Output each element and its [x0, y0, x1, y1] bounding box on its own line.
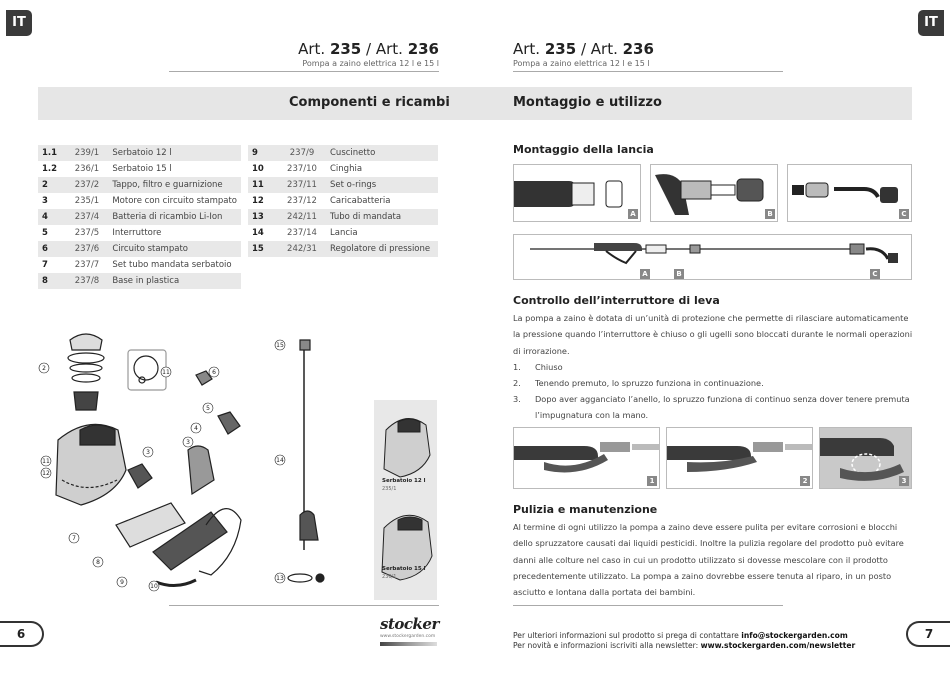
cleaning-section-title: Pulizia e manutenzione: [513, 503, 658, 516]
part-code: 237/10: [287, 164, 317, 174]
part-name: Serbatoio 12 l: [108, 145, 241, 161]
part-code: 237/8: [66, 273, 109, 289]
part-code: 239/1: [66, 145, 109, 161]
part-num: 5: [42, 228, 48, 238]
part-code: 237/9: [278, 145, 326, 161]
part-name: Serbatoio 15 l: [112, 164, 172, 174]
callout-6a: 6: [212, 369, 216, 376]
page-number-left: 6: [0, 621, 44, 647]
table-row: [248, 193, 438, 209]
table-row: [38, 145, 241, 161]
lance-assembled-image: [513, 234, 912, 280]
part-num: 4: [38, 209, 66, 225]
part-name: Cinghia: [330, 164, 363, 174]
part-name: Set tubo mandata serbatoio: [112, 260, 232, 270]
callout-7: 7: [72, 535, 76, 542]
part-code: 237/7: [74, 260, 100, 270]
tank12-code: 235/1: [382, 486, 397, 492]
list-item: 2. Tenendo premuto, lo spruzzo funziona in continuazione.: [513, 378, 764, 388]
part-name: Lancia: [330, 228, 358, 238]
table-row: [38, 225, 241, 241]
part-code: 242/31: [278, 241, 326, 257]
part-num: 13: [248, 209, 278, 225]
part-name: Cuscinetto: [326, 145, 438, 161]
part-code: 235/1: [74, 196, 100, 206]
parts-table-right: [248, 145, 438, 257]
callout-12: 12: [42, 470, 50, 477]
callout-11b: 11: [42, 458, 50, 465]
tank15-label: Serbatoio 15 l: [382, 566, 426, 572]
table-row: [38, 273, 241, 289]
logo-bar: [380, 642, 437, 646]
newsletter-link[interactable]: www.stockergarden.com/newsletter: [700, 641, 856, 650]
part-name: Batteria di ricambio Li-Ion: [108, 209, 241, 225]
part-num: 6: [38, 241, 66, 257]
article-title: Art. 235 / Art. 236: [298, 40, 439, 58]
callout-15: 15: [276, 342, 284, 349]
parts-table-left: [38, 145, 241, 289]
lance-step-b-image: [650, 164, 778, 222]
list-item: 1. Chiuso: [513, 362, 563, 372]
right-section-title: Montaggio e utilizzo: [513, 95, 662, 110]
lance-step-c-image: [787, 164, 912, 222]
section-band: [38, 87, 912, 120]
callout-10: 10: [150, 583, 158, 590]
logo-url: www.stockergarden.com: [380, 634, 436, 639]
article-subtitle: Pompa a zaino elettrica 12 l e 15 l: [513, 59, 650, 68]
callout-8: 8: [96, 559, 100, 566]
part-name: Interruttore: [112, 228, 162, 238]
tank12-label: Serbatoio 12 l: [382, 478, 426, 484]
lever-photo-3: [819, 427, 912, 489]
part-num: 3: [42, 196, 48, 206]
part-name: Caricabatteria: [330, 196, 391, 206]
right-article-header: [513, 40, 783, 68]
table-row: [38, 209, 241, 225]
callout-9: 9: [120, 579, 124, 586]
tag-b: B: [765, 209, 775, 219]
part-num: 9: [248, 145, 278, 161]
lever-photo-1: [513, 427, 660, 489]
header-rule-right: [513, 71, 783, 72]
lever-intro-text: La pompa a zaino è dotata di un’unità di protezione che permette di rilasciare automaticamente la pressione quando l’interruttore è chiuso o gli ugelli sono bloccati durante le normali operazioni di irrorazione.: [513, 313, 913, 356]
part-num: 15: [248, 241, 278, 257]
footer-rule-left: [169, 605, 439, 606]
part-num: 11: [248, 177, 278, 193]
photo-tag-3: 3: [899, 476, 909, 486]
part-name: Tubo di mandata: [326, 209, 438, 225]
part-name: Circuito stampato: [108, 241, 241, 257]
tag-a: A: [628, 209, 638, 219]
cleaning-text: Al termine di ogni utilizzo la pompa a zaino deve essere pulita per evitare corrosioni e blocchi dello spruzzatore causati dai liquidi pesticidi. Inoltre la pulizia regolare del prodotto può evitare danni alle colture nel caso in cui un prodotto utilizzato si dovesse mescolare con il prodotto precedentemente utilizzato. La pompa a zaino dovrebbe essere tenuta al riparo, in un posto asciutto e lontana dalla portata dei bambini.: [513, 522, 904, 598]
table-row: [248, 145, 438, 161]
part-name: Motore con circuito stampato: [112, 196, 237, 206]
part-name: Base in plastica: [108, 273, 241, 289]
lance-section-title: Montaggio della lancia: [513, 143, 654, 156]
part-code: 237/5: [74, 228, 100, 238]
tag-c: C: [899, 209, 909, 219]
footer-contact-text: Per ulteriori informazioni sul prodotto si prega di contattare info@stockergarden.com Per novità e informazioni iscriviti alla newsletter: www.stockergarden.com/newsletter: [513, 631, 856, 650]
callout-14: 14: [276, 457, 284, 464]
table-row: [248, 161, 438, 177]
list-item: 3. Dopo aver agganciato l’anello, lo spruzzo funziona di continuo senza dover tenere premuta l’impugnatura con la mano.: [513, 394, 910, 420]
part-num: 8: [38, 273, 66, 289]
part-num: 1.2: [42, 164, 58, 174]
table-row: [248, 177, 438, 193]
photo-tag-2: 2: [800, 476, 810, 486]
left-article-header: [169, 40, 439, 68]
table-row: [38, 177, 241, 193]
table-row: [38, 193, 241, 209]
table-row: [248, 225, 438, 241]
part-num: 2: [38, 177, 66, 193]
full-tag-c: C: [870, 269, 880, 279]
part-code: 237/2: [66, 177, 109, 193]
header-rule-left: [169, 71, 439, 72]
contact-email-link[interactable]: info@stockergarden.com: [741, 631, 848, 640]
part-name: Regolatore di pressione: [326, 241, 438, 257]
language-badge-left: IT: [6, 10, 32, 36]
part-code: 237/4: [66, 209, 109, 225]
lever-steps-list: [513, 359, 913, 423]
callout-2: 2: [42, 365, 46, 372]
callout-4: 4: [194, 425, 198, 432]
photo-tag-1: 1: [647, 476, 657, 486]
part-code: 237/6: [66, 241, 109, 257]
callout-11a: 11: [162, 369, 170, 376]
lance-step-a-image: [513, 164, 641, 222]
callout-5: 5: [206, 405, 210, 412]
part-code: 237/11: [278, 177, 326, 193]
lever-photo-2: [666, 427, 813, 489]
tank-variants-panel: [374, 400, 437, 600]
part-num: 10: [252, 164, 264, 174]
left-section-title: Componenti e ricambi: [289, 95, 450, 110]
tank-drawing: [56, 424, 126, 505]
part-num: 1.1: [38, 145, 66, 161]
language-badge-right: IT: [918, 10, 944, 36]
callout-3a: 3: [186, 439, 190, 446]
footer-rule-right: [513, 605, 783, 606]
stocker-logo: stocker: [380, 615, 439, 633]
lever-section-title: Controllo dell’interruttore di leva: [513, 294, 720, 307]
cap-assembly-drawing: [68, 334, 104, 410]
part-code: 237/12: [287, 196, 317, 206]
full-tag-b: B: [674, 269, 684, 279]
table-row: [38, 257, 241, 273]
part-name: Tappo, filtro e guarnizione: [108, 177, 241, 193]
part-name: Set o-rings: [326, 177, 438, 193]
table-row: [248, 209, 438, 225]
part-code: 242/11: [278, 209, 326, 225]
part-num: 7: [42, 260, 48, 270]
tank15-code: 236/1: [382, 574, 397, 580]
part-num: 14: [252, 228, 264, 238]
table-row: [38, 161, 241, 177]
table-row: [38, 241, 241, 257]
page-number-right: 7: [906, 621, 950, 647]
callout-13: 13: [276, 575, 284, 582]
callout-3b: 3: [146, 449, 150, 456]
part-code: 237/14: [287, 228, 317, 238]
part-num: 12: [252, 196, 264, 206]
part-code: 236/1: [74, 164, 100, 174]
article-subtitle: Pompa a zaino elettrica 12 l e 15 l: [302, 59, 439, 68]
full-tag-a: A: [640, 269, 650, 279]
table-row: [248, 241, 438, 257]
article-title: Art. 235 / Art. 236: [513, 40, 654, 58]
